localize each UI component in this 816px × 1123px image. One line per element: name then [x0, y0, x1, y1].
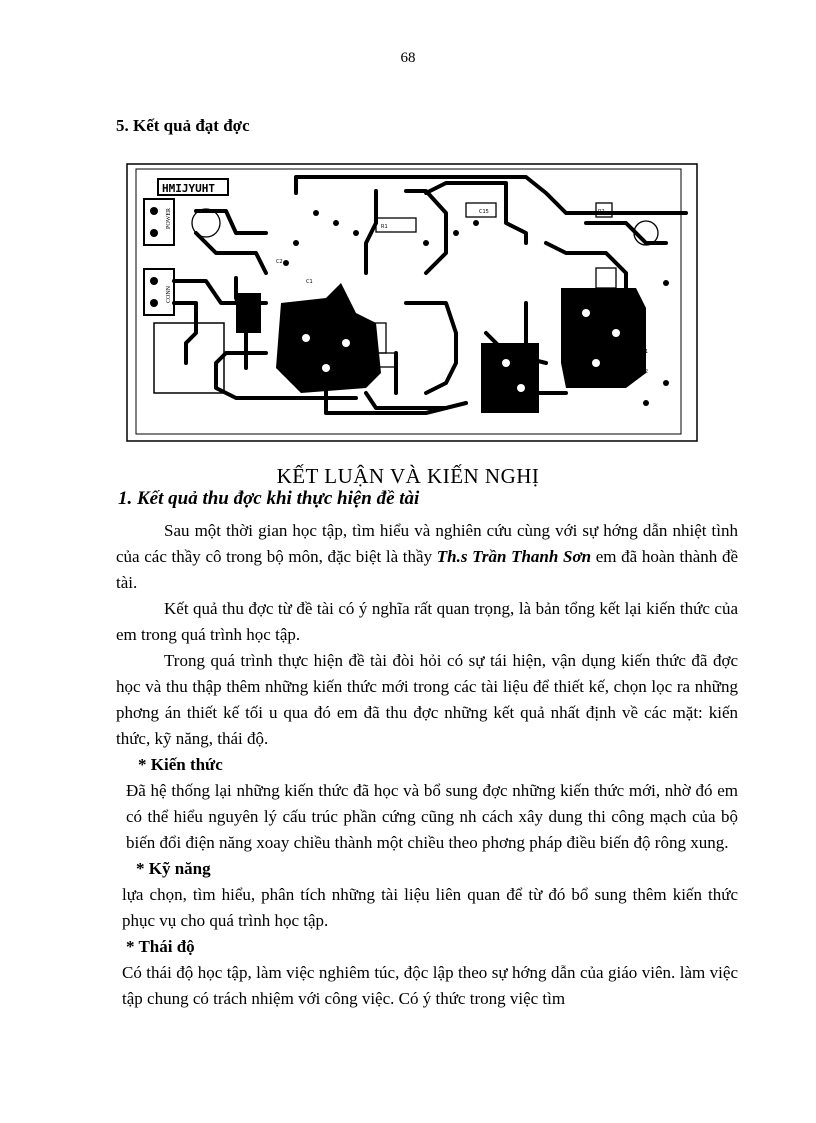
part-label: C15	[479, 209, 489, 215]
part-label: C16	[366, 359, 376, 365]
connector-label-conn: CONN	[166, 285, 172, 303]
paragraph-2: Kết quả thu đợc từ đề tài có ý nghĩa rất quan trọng, là bản tổng kết lại kiến thức của em trong quá trình học tập.	[116, 599, 738, 644]
section-heading: 5. Kết quả đạt đợc	[116, 116, 250, 135]
part-label: R2	[598, 209, 605, 215]
connector-label-power: POWER	[166, 208, 172, 229]
paragraph-skills: lựa chọn, tìm hiểu, phân tích những tài liệu liên quan để từ đó bổ sung thêm kiến thức phục vụ cho quá trình học tập.	[122, 885, 738, 930]
paragraph-1: Sau một thời gian học tập, tìm hiểu và nghiên cứu cùng với sự hớng dẫn nhiệt tình của các thầy cô trong bộ môn, đặc biệt là thầy Th.s Trần Thanh Sơn em đã hoàn thành đề tài.	[116, 521, 738, 592]
part-label: U1	[616, 304, 623, 310]
part-label: R1	[381, 224, 388, 230]
board-label: HMIJYUHT	[162, 182, 215, 195]
body-text	[116, 518, 738, 1012]
part-label: D1	[641, 349, 649, 355]
paragraph-attitude: Có thái độ học tập, làm việc nghiêm túc, độc lập theo sự hớng dẫn của giáo viên. làm việc tập chung có trách nhiệm với công việc. Có ý thức trong việc tìm	[122, 963, 738, 1008]
part-label: C1	[306, 279, 313, 285]
pcb-layout-figure	[126, 163, 698, 442]
paragraph-3: Trong quá trình thực hiện đề tài đòi hỏi có sự tái hiện, vận dụng kiến thức đã đợc học và thu thập thêm những kiến thức mới trong các tài liệu để thiết kế, chọn lọc ra những phơng án thiết kế tối u qua đó em đã thu đợc những kết quả nhất định về các mặt: kiến thức, kỹ năng, thái độ.	[116, 651, 738, 748]
heading-skills: * Kỹ năng	[136, 859, 211, 878]
main-title: KẾT LUẬN VÀ KIẾN NGHỊ	[276, 464, 540, 488]
paragraph-knowledge: Đã hệ thống lại những kiến thức đã học và bổ sung đợc những kiến thức mới, nhờ đó em có thể hiểu nguyên lý cấu trúc phần cứng cũng nh cách xây dung thi công mạch của bộ biến đổi điện năng xoay chiều thành một chiều theo phơng pháp điều biến độ rông xung.	[126, 781, 738, 852]
page-number: 68	[400, 50, 416, 66]
part-label: C2	[276, 259, 283, 265]
advisor-name: Th.s Trần Thanh Sơn	[436, 547, 592, 566]
heading-attitude: * Thái độ	[126, 937, 195, 956]
part-label: D2	[641, 369, 649, 375]
heading-knowledge: * Kiến thức	[138, 755, 223, 774]
subsection-title: 1. Kết quả thu đợc khi thực hiện đề tài	[118, 488, 420, 509]
